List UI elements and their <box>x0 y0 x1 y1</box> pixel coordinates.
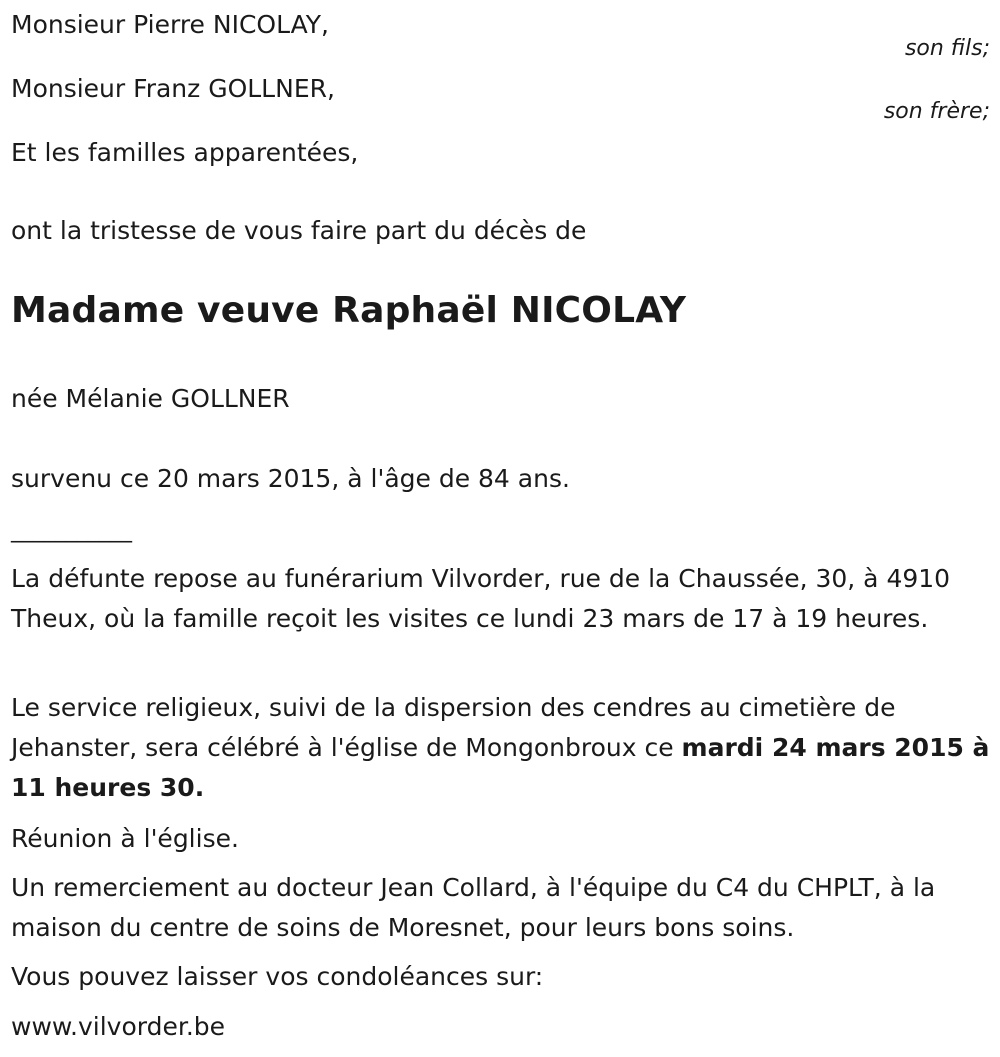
separator-line: ___________ <box>11 518 132 543</box>
deceased-name: Madame veuve Raphaël NICOLAY <box>11 290 687 331</box>
service-text: Le service religieux, suivi de la dispersion des cendres au cimetière de Jehanster, sera célébré à l'église de Mongonbroux ce <box>11 693 896 762</box>
death-info: survenu ce 20 mars 2015, à l'âge de 84 ans. <box>11 464 570 493</box>
service-date: mardi 24 mars 2015 à 11 heures 30. <box>11 733 990 802</box>
birth-name: née Mélanie GOLLNER <box>11 384 290 413</box>
service-paragraph <box>11 688 996 808</box>
repose-paragraph: La défunte repose au funérarium Vilvorder, rue de la Chaussée, 30, à 4910 Theux, où la famille reçoit les visites ce lundi 23 mars de 17 à 19 heures. <box>11 564 951 633</box>
thanks-paragraph: Un remerciement au docteur Jean Collard, à l'équipe du C4 du CHPLT, à la maison du centre de soins de Moresnet, pour leurs bons soins. <box>11 873 936 942</box>
mourner-2-name: Monsieur Franz GOLLNER, <box>11 74 335 103</box>
mourner-2-relation: son frère; <box>883 99 990 124</box>
mourner-1-name: Monsieur Pierre NICOLAY, <box>11 10 329 39</box>
website-link[interactable]: www.vilvorder.be <box>11 1012 226 1041</box>
reunion-text: Réunion à l'église. <box>11 824 239 853</box>
announcement-text: ont la tristesse de vous faire part du décès de <box>11 216 587 245</box>
condolences-text: Vous pouvez laisser vos condoléances sur: <box>11 962 544 991</box>
mourner-1-relation: son fils; <box>904 36 990 61</box>
mourner-3-name: Et les familles apparentées, <box>11 138 359 167</box>
